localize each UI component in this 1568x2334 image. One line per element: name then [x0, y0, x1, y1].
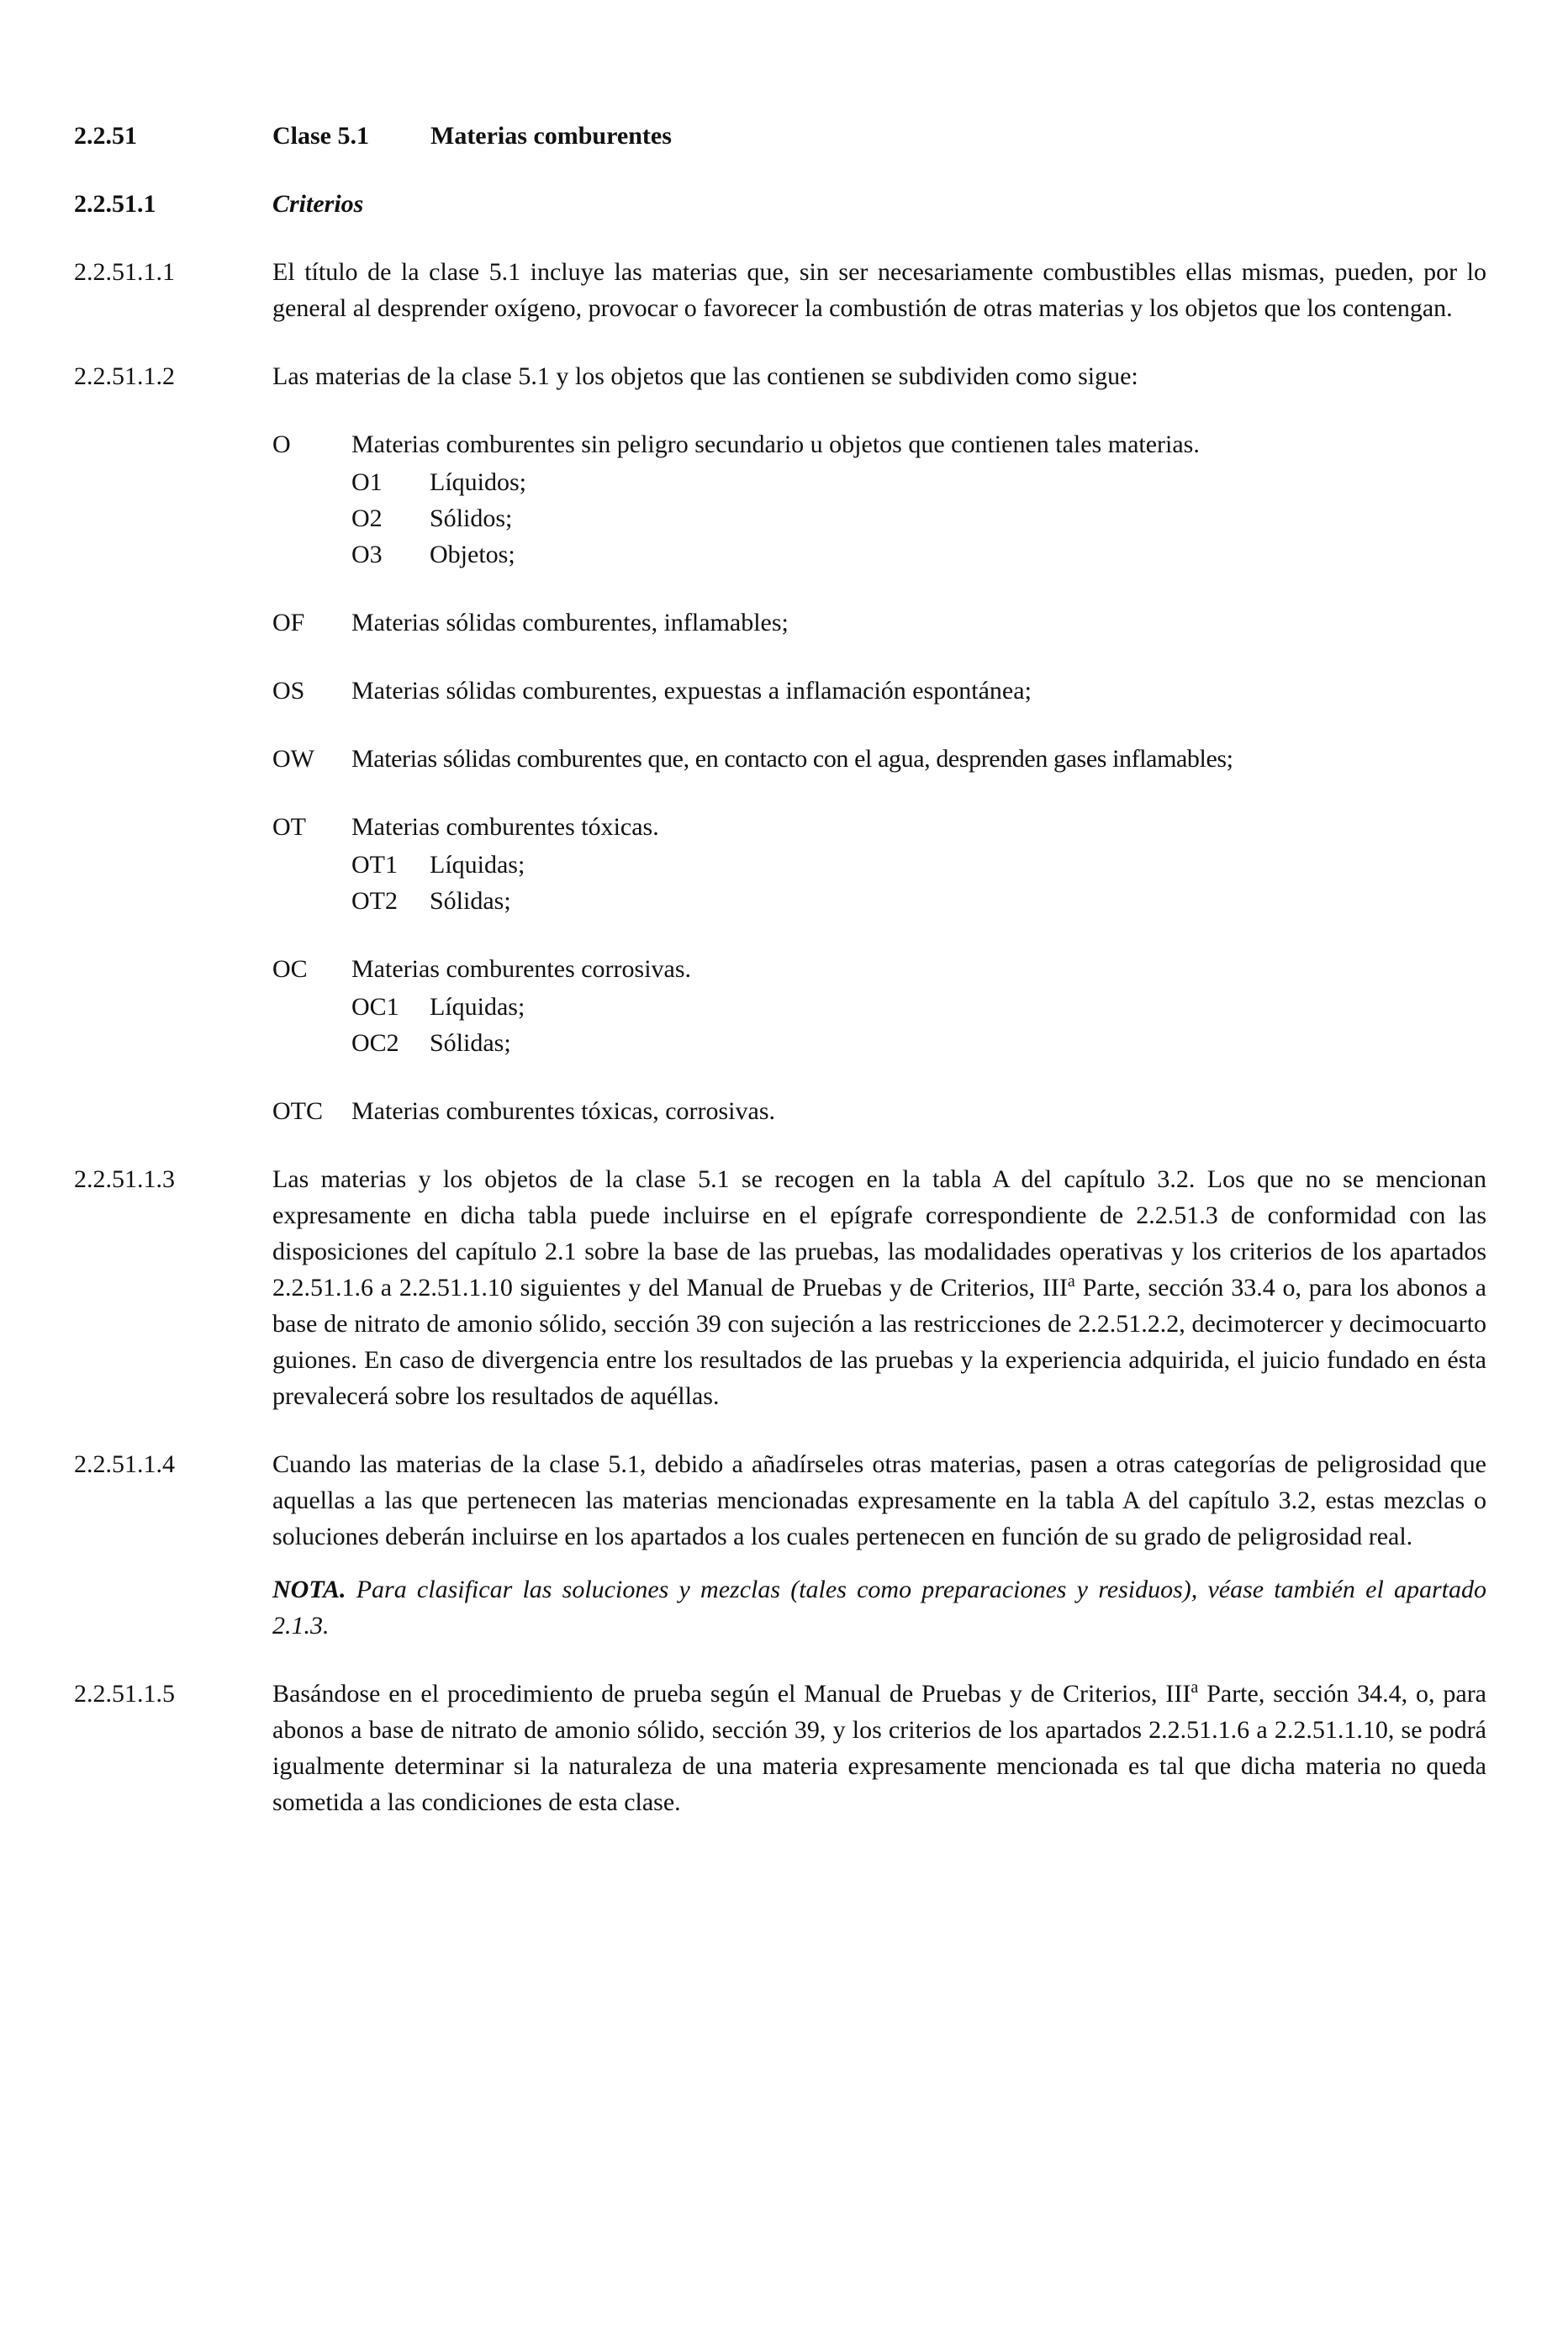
paragraph-text-part: Parte, sección 34.4, o, para abonos a base de nitrato de amonio sólido, sección 39, y los criterios de los apartados 2.2.51.1.6 a 2.2.51.1.10, se podrá igualmente determinar si la naturaleza de una materia expresamente mencionada es tal que dicha materia no queda sometida a las condiciones de esta clase. — [272, 1680, 1487, 1816]
subcategory-text: Sólidas; — [430, 887, 511, 915]
paragraph-text: Las materias de la clase 5.1 y los objetos que las contienen se subdividen como sigue: — [272, 362, 1138, 390]
note-label: NOTA. — [272, 1576, 346, 1603]
category-code: OW — [272, 745, 314, 773]
section-title: Materias comburentes — [430, 122, 672, 150]
category-code: OS — [272, 677, 305, 705]
subcategory-o1 — [351, 464, 1486, 500]
subcategory-code: O1 — [351, 468, 383, 496]
category-os — [272, 673, 1486, 709]
note — [272, 1571, 1486, 1644]
category-o — [272, 426, 1486, 462]
category-text: Materias comburentes tóxicas, corrosivas. — [351, 1097, 776, 1125]
paragraph-2-2-51-1-1 — [74, 254, 1486, 326]
paragraph-content — [272, 358, 1486, 1129]
paragraph-2-2-51-1-3 — [74, 1161, 1486, 1414]
category-oc-subs — [351, 989, 1486, 1061]
paragraph-number: 2.2.51.1.4 — [74, 1450, 175, 1478]
category-ot-subs — [351, 847, 1486, 919]
paragraph-text-part: Las materias y los objetos de la clase 5.1 se recogen en la tabla A del capítulo 3.2. Los que no se mencionan expresamente en dicha tabla puede incluirse en el epígrafe correspondiente de 2.2.51.3 de conformidad con las disposiciones del capítulo 2.1 sobre la base de las pruebas, las modalidades operativas y los criterios de los apartados 2.2.51.1.6 a 2.2.51.1.10 siguientes y del Manual de Pruebas y de Criterios, III — [272, 1165, 1486, 1302]
subcategory-code: OT1 — [351, 851, 398, 879]
subcategory-o3 — [351, 536, 1486, 573]
category-ot — [272, 809, 1486, 845]
paragraph-2-2-51-1-2 — [74, 358, 1486, 1129]
note-text: Para clasificar las soluciones y mezclas (tales como preparaciones y residuos), véase también el apartado 2.1.3. — [272, 1576, 1486, 1640]
subcategory-oc1 — [351, 989, 1486, 1025]
category-code: OTC — [272, 1097, 323, 1125]
subcategory-ot1 — [351, 847, 1486, 883]
category-code: OT — [272, 813, 306, 841]
category-o-subs — [351, 464, 1486, 573]
category-text: Materias sólidas comburentes que, en contacto con el agua, desprenden gases inflamables; — [351, 745, 1233, 773]
subcategory-text: Líquidas; — [430, 851, 525, 879]
category-text: Materias comburentes corrosivas. — [351, 955, 692, 983]
subsection-heading — [74, 186, 1486, 222]
subcategory-code: OC1 — [351, 993, 399, 1021]
category-code: OF — [272, 609, 305, 636]
paragraph-text — [272, 1676, 1486, 1820]
paragraph-number: 2.2.51.1.5 — [74, 1680, 175, 1708]
category-oc — [272, 951, 1486, 987]
paragraph-2-2-51-1-5 — [74, 1676, 1486, 1820]
subcategory-code: O2 — [351, 504, 383, 532]
category-code: O — [272, 430, 291, 458]
subcategory-oc2 — [351, 1025, 1486, 1061]
subcategory-code: OC2 — [351, 1029, 399, 1057]
superscript: a — [1067, 1272, 1075, 1291]
category-text: Materias sólidas comburentes, inflamables; — [351, 609, 789, 636]
subcategory-text: Objetos; — [430, 541, 515, 568]
subcategory-code: O3 — [351, 541, 383, 568]
paragraph-number: 2.2.51.1.3 — [74, 1165, 175, 1193]
paragraph-2-2-51-1-4 — [74, 1446, 1486, 1644]
subcategory-text: Líquidos; — [430, 468, 527, 496]
subcategory-text: Sólidos; — [430, 504, 513, 532]
subsection-number: 2.2.51.1 — [74, 190, 156, 218]
category-of — [272, 605, 1486, 641]
section-number: 2.2.51 — [74, 122, 137, 150]
subcategory-o2 — [351, 500, 1486, 536]
subcategory-text: Sólidas; — [430, 1029, 511, 1057]
subcategory-code: OT2 — [351, 887, 398, 915]
paragraph-content — [272, 1446, 1486, 1644]
category-ow — [272, 741, 1486, 777]
category-text: Materias comburentes sin peligro secundario u objetos que contienen tales materias. — [351, 430, 1200, 458]
superscript: a — [1191, 1678, 1199, 1697]
category-code: OC — [272, 955, 308, 983]
paragraph-text: El título de la clase 5.1 incluye las materias que, sin ser necesariamente combustibles ellas mismas, pueden, por lo general al desprender oxígeno, provocar o favorecer la combustión de otras materias y los objetos que los contengan. — [272, 258, 1486, 322]
subcategory-text: Líquidas; — [430, 993, 525, 1021]
paragraph-text — [272, 1161, 1486, 1414]
section-heading — [74, 118, 1486, 154]
category-text: Materias sólidas comburentes, expuestas a inflamación espontánea; — [351, 677, 1032, 705]
class-label: Clase 5.1 — [272, 122, 369, 150]
paragraph-text: Cuando las materias de la clase 5.1, debido a añadírseles otras materias, pasen a otras categorías de peligrosidad que aquellas a las que pertenecen las materias mencionadas expresamente en la tabla A del capítulo 3.2, estas mezclas o soluciones deberán incluirse en los apartados a los cuales pertenecen en función de su grado de peligrosidad real. — [272, 1450, 1486, 1550]
paragraph-text-part: Basándose en el procedimiento de prueba según el Manual de Pruebas y de Criterios, III — [272, 1680, 1191, 1708]
subcategory-ot2 — [351, 883, 1486, 919]
paragraph-text-part: Parte, sección 33.4 o, para los abonos a base de nitrato de amonio sólido, sección 39 con sujeción a las restricciones de 2.2.51.2.2, decimotercer y decimocuarto guiones. En caso de divergencia entre los resultados de las pruebas y la experiencia adquirida, el juicio fundado en ésta prevalecerá sobre los resultados de aquéllas. — [272, 1274, 1486, 1410]
paragraph-number: 2.2.51.1.2 — [74, 362, 175, 390]
paragraph-number: 2.2.51.1.1 — [74, 258, 175, 286]
category-otc — [272, 1093, 1486, 1129]
document-page — [74, 118, 1486, 1820]
subsection-title: Criterios — [272, 190, 364, 218]
category-text: Materias comburentes tóxicas. — [351, 813, 659, 841]
